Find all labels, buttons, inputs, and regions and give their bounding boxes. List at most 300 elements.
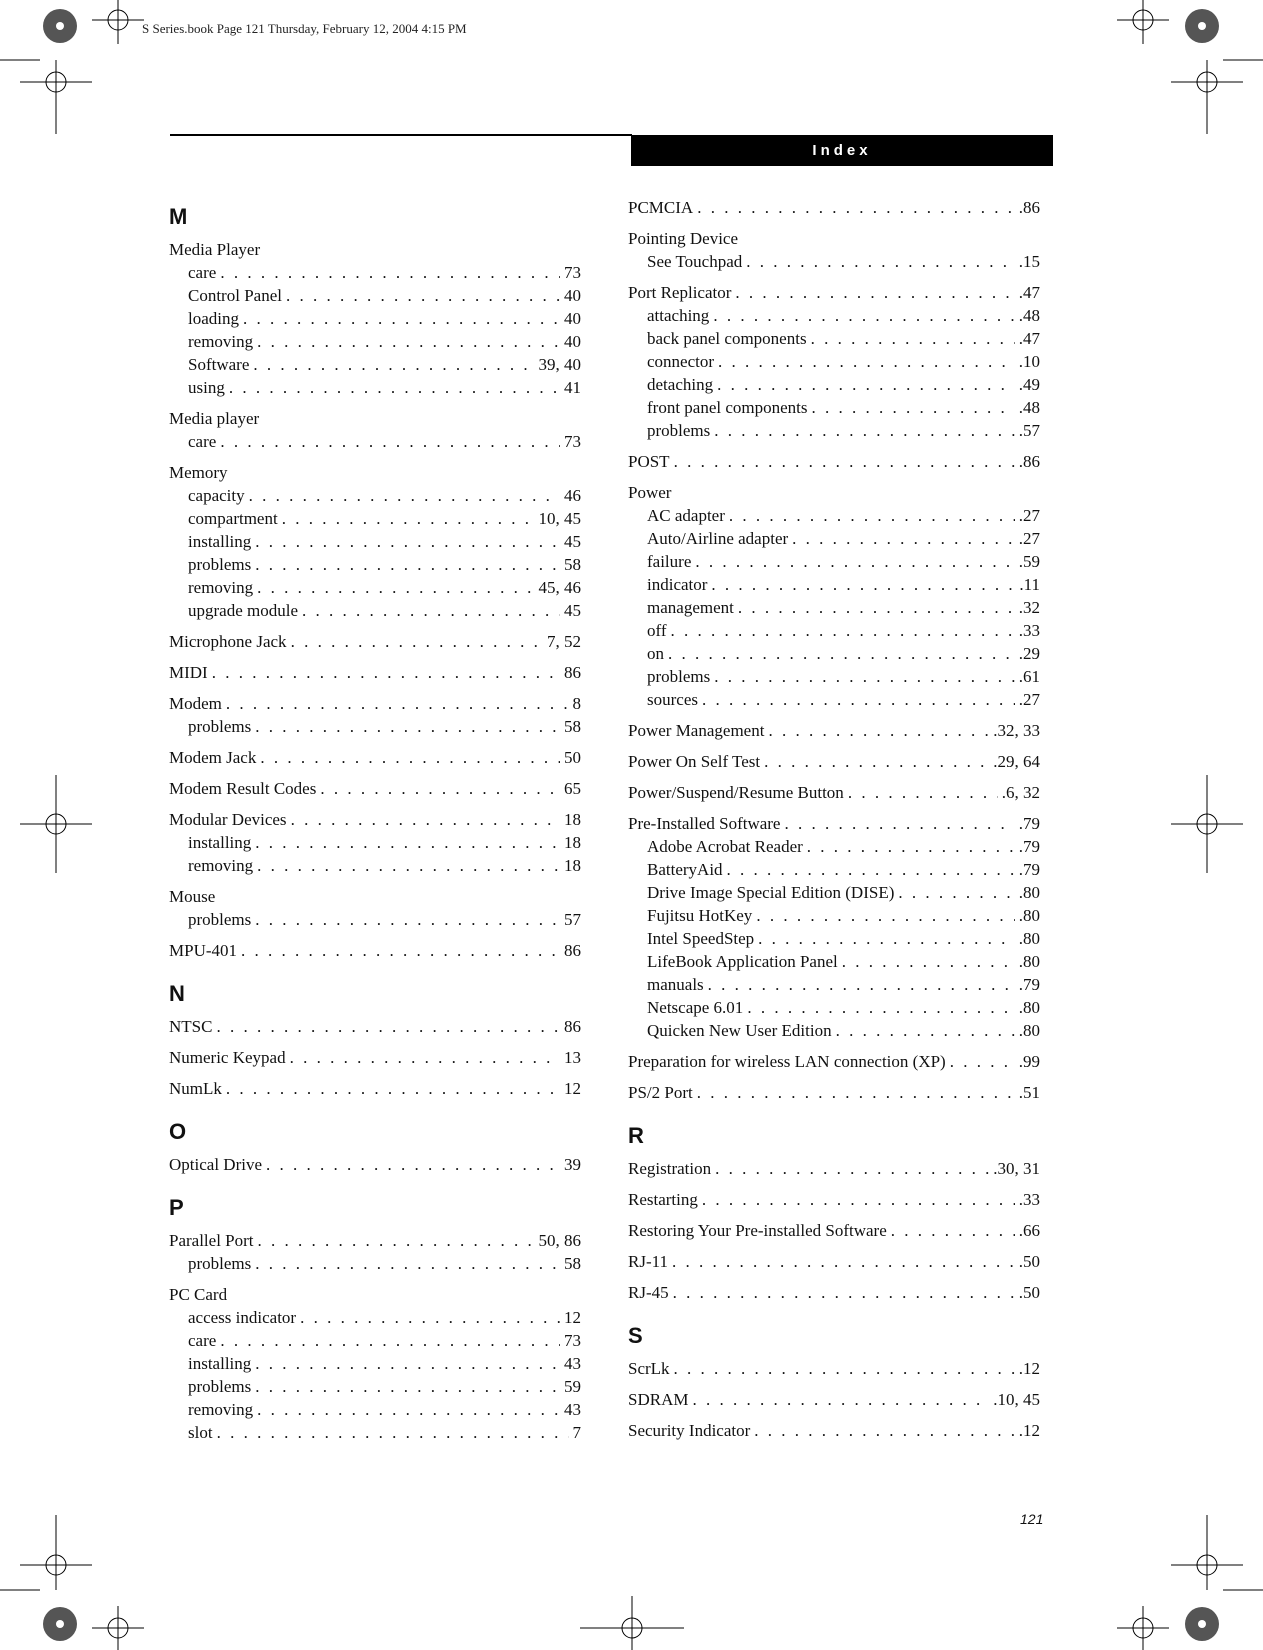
- index-term: Auto/Airline adapter: [647, 529, 789, 548]
- index-page-numbers: 18: [564, 833, 581, 852]
- index-subentry: [169, 576, 581, 599]
- dot-leader: [784, 812, 1014, 835]
- index-entry-group: [169, 661, 581, 684]
- index-page-numbers: 73: [564, 1331, 581, 1350]
- index-term: problems: [188, 910, 252, 929]
- index-page-numbers: 45: [564, 532, 581, 551]
- index-entry-group: [169, 407, 581, 453]
- dot-leader: [891, 1219, 1015, 1242]
- index-subentry: [169, 330, 581, 353]
- index-entry-group: [628, 1419, 1040, 1442]
- index-page-numbers: .32, 33: [993, 721, 1040, 740]
- dot-leader: [243, 307, 560, 330]
- index-subentry: [628, 527, 1040, 550]
- index-section: [169, 981, 581, 1100]
- dot-leader: [842, 950, 1015, 973]
- crosshair-mark-icon: [1171, 60, 1263, 134]
- dot-leader: [729, 504, 1015, 527]
- index-page-numbers: 39, 40: [538, 355, 581, 374]
- dot-leader: [253, 353, 534, 376]
- dot-leader: [257, 576, 534, 599]
- index-page-numbers: 7, 52: [547, 632, 581, 651]
- index-section: [169, 1119, 581, 1176]
- dot-leader: [257, 330, 560, 353]
- index-entry: [628, 1157, 1040, 1180]
- dot-leader: [950, 1050, 1015, 1073]
- index-term: problems: [647, 421, 711, 440]
- index-page-numbers: .80: [1018, 929, 1040, 948]
- index-page-numbers: .66: [1018, 1221, 1040, 1240]
- index-term: Software: [188, 355, 250, 374]
- index-entry: [169, 1046, 581, 1069]
- index-page-numbers: .33: [1018, 1190, 1040, 1209]
- index-page-numbers: .48: [1018, 306, 1040, 325]
- dot-leader: [302, 599, 560, 622]
- index-entry: [628, 1419, 1040, 1442]
- index-page-numbers: 39: [564, 1155, 581, 1174]
- index-page-numbers: 59: [564, 1377, 581, 1396]
- index-subentry: [628, 904, 1040, 927]
- index-subentry: [169, 307, 581, 330]
- index-subentry: [169, 507, 581, 530]
- dot-leader: [811, 327, 1015, 350]
- index-term: care: [188, 263, 217, 282]
- index-entry: [628, 750, 1040, 773]
- index-term: Power Management: [628, 721, 765, 740]
- index-term: detaching: [647, 375, 714, 394]
- index-term: Optical Drive: [169, 1155, 262, 1174]
- index-entry: [169, 692, 581, 715]
- index-subentry: [169, 715, 581, 738]
- index-term: care: [188, 1331, 217, 1350]
- index-entry: [628, 196, 1040, 219]
- index-term: loading: [188, 309, 239, 328]
- index-page-numbers: 10, 45: [538, 509, 581, 528]
- header-rule: [170, 134, 632, 136]
- index-term: Parallel Port: [169, 1231, 254, 1250]
- dot-leader: [697, 1081, 1015, 1104]
- index-term: NTSC: [169, 1017, 213, 1036]
- dot-leader: [674, 1357, 1015, 1380]
- dot-leader: [898, 881, 1014, 904]
- index-entry-group: [628, 281, 1040, 442]
- dot-leader: [220, 1329, 560, 1352]
- index-entry-group: [628, 227, 1040, 273]
- index-term: Modem Jack: [169, 748, 257, 767]
- index-term: PCMCIA: [628, 198, 694, 217]
- crosshair-mark-icon: [1171, 1515, 1263, 1590]
- index-entry: [169, 885, 581, 908]
- index-page-numbers: .27: [1018, 690, 1040, 709]
- index-page-numbers: .30, 31: [993, 1159, 1040, 1178]
- index-term: slot: [188, 1423, 213, 1442]
- index-term: Drive Image Special Edition (DISE): [647, 883, 895, 902]
- index-page-numbers: .99: [1018, 1052, 1040, 1071]
- index-term: removing: [188, 856, 254, 875]
- index-page-numbers: 12: [564, 1079, 581, 1098]
- dot-leader: [717, 373, 1015, 396]
- section-letter: O: [169, 1119, 187, 1144]
- index-term: failure: [647, 552, 692, 571]
- index-subentry: [169, 430, 581, 453]
- index-page-numbers: 58: [564, 717, 581, 736]
- index-entry: [628, 1081, 1040, 1104]
- crosshair-mark-icon: [20, 775, 92, 873]
- index-term: sources: [647, 690, 698, 709]
- index-entry: [169, 1283, 581, 1306]
- index-page-numbers: .80: [1018, 998, 1040, 1017]
- index-page-numbers: .15: [1018, 252, 1040, 271]
- dot-leader: [692, 1388, 989, 1411]
- index-entry-group: [169, 238, 581, 399]
- index-entry: [628, 1188, 1040, 1211]
- index-subentry: [628, 573, 1040, 596]
- index-entry-group: [628, 1188, 1040, 1211]
- crosshair-mark-icon: [0, 1515, 92, 1590]
- dot-leader: [718, 350, 1015, 373]
- dot-leader: [697, 196, 1015, 219]
- index-subentry: [628, 250, 1040, 273]
- index-term: MPU-401: [169, 941, 238, 960]
- index-term: PS/2 Port: [628, 1083, 693, 1102]
- index-entry: [169, 777, 581, 800]
- index-entry-group: [169, 1046, 581, 1069]
- section-letter: M: [169, 204, 188, 229]
- index-term: installing: [188, 532, 252, 551]
- index-page-numbers: .48: [1018, 398, 1040, 417]
- index-page-numbers: .51: [1018, 1083, 1040, 1102]
- index-subentry: [628, 950, 1040, 973]
- index-term: MIDI: [169, 663, 208, 682]
- index-entry: [169, 1015, 581, 1038]
- dot-leader: [674, 450, 1015, 473]
- index-subentry: [169, 553, 581, 576]
- dot-leader: [290, 1046, 560, 1069]
- dot-leader: [266, 1153, 560, 1176]
- crosshair-mark-icon: [1117, 0, 1169, 44]
- dot-leader: [671, 619, 1015, 642]
- crosshair-mark-icon: [580, 1596, 684, 1650]
- index-page-numbers: .32: [1018, 598, 1040, 617]
- index-page-numbers: 65: [564, 779, 581, 798]
- index-term: Modem: [169, 694, 222, 713]
- index-page-numbers: .10: [1018, 352, 1040, 371]
- index-page-numbers: .86: [1018, 198, 1040, 217]
- index-entry-group: [169, 777, 581, 800]
- index-page-numbers: 40: [564, 332, 581, 351]
- index-column-right: [628, 196, 1040, 1450]
- index-term: Fujitsu HotKey: [647, 906, 753, 925]
- index-entry: [628, 450, 1040, 473]
- index-page-numbers: .29, 64: [993, 752, 1040, 771]
- index-entry-group: [169, 1283, 581, 1444]
- index-entry: [628, 281, 1040, 304]
- dot-leader: [768, 719, 989, 742]
- index-term: Modular Devices: [169, 810, 287, 829]
- index-entry: [628, 1281, 1040, 1304]
- index-page-numbers: .49: [1018, 375, 1040, 394]
- page-number: 121: [1020, 1511, 1044, 1527]
- index-term: compartment: [188, 509, 278, 528]
- index-page-numbers: 43: [564, 1400, 581, 1419]
- dot-leader: [249, 484, 560, 507]
- dot-leader: [738, 596, 1015, 619]
- index-term: Control Panel: [188, 286, 282, 305]
- dot-leader: [668, 642, 1015, 665]
- index-page-numbers: .86: [1018, 452, 1040, 471]
- index-page-numbers: .27: [1018, 529, 1040, 548]
- index-page-numbers: .80: [1018, 883, 1040, 902]
- index-term: front panel components: [647, 398, 808, 417]
- index-page-numbers: 43: [564, 1354, 581, 1373]
- index-term: Mouse: [169, 887, 216, 906]
- index-term: Pointing Device: [628, 229, 739, 248]
- dot-leader: [713, 304, 1014, 327]
- index-term: using: [188, 378, 225, 397]
- index-term: problems: [647, 667, 711, 686]
- index-entry: [628, 1388, 1040, 1411]
- index-term: on: [647, 644, 664, 663]
- dot-leader: [255, 715, 560, 738]
- dot-leader: [702, 688, 1015, 711]
- index-subentry: [628, 396, 1040, 419]
- index-term: Adobe Acrobat Reader: [647, 837, 803, 856]
- index-term: access indicator: [188, 1308, 297, 1327]
- dot-leader: [255, 1375, 560, 1398]
- index-entry-group: [628, 1157, 1040, 1180]
- index-page-numbers: 73: [564, 432, 581, 451]
- index-page-numbers: .79: [1018, 975, 1040, 994]
- dot-leader: [257, 854, 560, 877]
- dot-leader: [758, 927, 1015, 950]
- index-page-numbers: 40: [564, 309, 581, 328]
- index-term: problems: [188, 717, 252, 736]
- index-page-numbers: .79: [1018, 814, 1040, 833]
- index-section: [628, 1323, 1040, 1442]
- dot-leader: [241, 939, 560, 962]
- index-subentry: [169, 831, 581, 854]
- index-subentry: [169, 1352, 581, 1375]
- index-entry: [169, 661, 581, 684]
- index-subentry: [628, 642, 1040, 665]
- index-entry: [169, 1229, 581, 1252]
- index-term: Restarting: [628, 1190, 698, 1209]
- index-subentry: [628, 835, 1040, 858]
- index-section: [628, 196, 1040, 1104]
- index-subentry: [169, 854, 581, 877]
- index-page-numbers: 41: [564, 378, 581, 397]
- index-page-numbers: .57: [1018, 421, 1040, 440]
- dot-leader: [756, 904, 1014, 927]
- dot-leader: [255, 1352, 560, 1375]
- index-entry: [628, 1219, 1040, 1242]
- dot-leader: [258, 1229, 535, 1252]
- index-page-numbers: .80: [1018, 952, 1040, 971]
- index-entry-group: [628, 1250, 1040, 1273]
- index-entry-group: [169, 1015, 581, 1038]
- index-entry-group: [169, 1229, 581, 1275]
- dot-leader: [286, 284, 560, 307]
- index-entry-group: [169, 1153, 581, 1176]
- index-page-numbers: .33: [1018, 621, 1040, 640]
- index-entry-group: [169, 692, 581, 738]
- index-entry: [628, 227, 1040, 250]
- index-term: Netscape 6.01: [647, 998, 744, 1017]
- index-term: problems: [188, 1377, 252, 1396]
- index-subentry: [628, 665, 1040, 688]
- index-subentry: [628, 596, 1040, 619]
- index-subentry: [169, 1306, 581, 1329]
- index-subentry: [169, 353, 581, 376]
- index-term: back panel components: [647, 329, 807, 348]
- dot-leader: [754, 1419, 1014, 1442]
- index-page-numbers: 50, 86: [538, 1231, 581, 1250]
- index-term: Security Indicator: [628, 1421, 751, 1440]
- index-term: capacity: [188, 486, 245, 505]
- index-term: Power On Self Test: [628, 752, 761, 771]
- index-term: removing: [188, 332, 254, 351]
- index-entry-group: [628, 781, 1040, 804]
- crosshair-mark-icon: [1117, 1606, 1169, 1650]
- crosshair-mark-icon: [0, 60, 92, 134]
- index-page-numbers: 13: [564, 1048, 581, 1067]
- index-subentry: [169, 1375, 581, 1398]
- dot-leader: [282, 507, 535, 530]
- index-subentry: [169, 284, 581, 307]
- index-term: Intel SpeedStep: [647, 929, 755, 948]
- index-page-numbers: .27: [1018, 506, 1040, 525]
- index-term: removing: [188, 1400, 254, 1419]
- index-page-numbers: .50: [1018, 1252, 1040, 1271]
- index-page-numbers: 8: [572, 694, 581, 713]
- index-term: Quicken New User Edition: [647, 1021, 832, 1040]
- dot-leader: [320, 777, 560, 800]
- running-header: Index: [631, 135, 1053, 166]
- index-subentry: [628, 688, 1040, 711]
- index-page-numbers: 45, 46: [538, 578, 581, 597]
- dot-leader: [255, 831, 560, 854]
- index-term: problems: [188, 555, 252, 574]
- dot-leader: [695, 550, 1014, 573]
- dot-leader: [216, 1015, 560, 1038]
- dot-leader: [708, 973, 1015, 996]
- index-entry-group: [628, 1081, 1040, 1104]
- index-subentry: [169, 376, 581, 399]
- index-page-numbers: .11: [1019, 575, 1040, 594]
- dot-leader: [226, 1077, 560, 1100]
- index-entry: [628, 1357, 1040, 1380]
- index-page-numbers: 57: [564, 910, 581, 929]
- index-entry-group: [628, 450, 1040, 473]
- index-term: AC adapter: [647, 506, 725, 525]
- index-subentry: [169, 1329, 581, 1352]
- index-subentry: [169, 261, 581, 284]
- index-page-numbers: 86: [564, 663, 581, 682]
- index-subentry: [628, 881, 1040, 904]
- index-subentry: [628, 973, 1040, 996]
- index-term: installing: [188, 1354, 252, 1373]
- index-entry: [169, 808, 581, 831]
- index-subentry: [628, 373, 1040, 396]
- index-entry: [628, 781, 1040, 804]
- index-term: ScrLk: [628, 1359, 670, 1378]
- index-subentry: [628, 327, 1040, 350]
- index-page-numbers: 86: [564, 941, 581, 960]
- dot-leader: [747, 996, 1014, 1019]
- index-page-numbers: .80: [1018, 1021, 1040, 1040]
- dot-leader: [672, 1250, 1015, 1273]
- index-section: [169, 1195, 581, 1444]
- index-page-numbers: 18: [564, 856, 581, 875]
- index-entry: [169, 1077, 581, 1100]
- index-entry-group: [169, 939, 581, 962]
- index-page-numbers: 50: [564, 748, 581, 767]
- dot-leader: [715, 1157, 989, 1180]
- index-term: RJ-45: [628, 1283, 669, 1302]
- index-page-numbers: 58: [564, 1254, 581, 1273]
- index-subentry: [628, 996, 1040, 1019]
- index-page-numbers: .10, 45: [993, 1390, 1040, 1409]
- dot-leader: [217, 1421, 569, 1444]
- dot-leader: [807, 835, 1015, 858]
- index-page-numbers: .59: [1018, 552, 1040, 571]
- index-page-numbers: 45: [564, 601, 581, 620]
- index-term: attaching: [647, 306, 710, 325]
- index-term: Power: [628, 483, 672, 502]
- dot-leader: [812, 396, 1015, 419]
- index-term: care: [188, 432, 217, 451]
- dot-leader: [764, 750, 989, 773]
- index-entry: [169, 630, 581, 653]
- dot-leader: [746, 250, 1014, 273]
- index-subentry: [169, 908, 581, 931]
- section-letter: N: [169, 981, 185, 1006]
- index-section: [628, 1123, 1040, 1304]
- star-target-icon: [43, 9, 77, 43]
- index-entry-group: [169, 1077, 581, 1100]
- index-page-numbers: .12: [1018, 1421, 1040, 1440]
- index-subentry: [169, 1398, 581, 1421]
- index-subentry: [628, 1019, 1040, 1042]
- dot-leader: [714, 665, 1014, 688]
- section-letter: S: [628, 1323, 643, 1348]
- index-entry-group: [628, 1219, 1040, 1242]
- dot-leader: [260, 746, 560, 769]
- index-page-numbers: .29: [1018, 644, 1040, 663]
- index-term: installing: [188, 833, 252, 852]
- index-page-numbers: .80: [1018, 906, 1040, 925]
- index-term: Pre-Installed Software: [628, 814, 781, 833]
- index-page-numbers: 18: [564, 810, 581, 829]
- index-subentry: [628, 927, 1040, 950]
- index-entry-group: [628, 1357, 1040, 1380]
- index-subentry: [169, 530, 581, 553]
- dot-leader: [714, 419, 1014, 442]
- index-entry: [169, 407, 581, 430]
- index-entry-group: [628, 481, 1040, 711]
- index-term: indicator: [647, 575, 708, 594]
- index-page-numbers: .79: [1018, 860, 1040, 879]
- dot-leader: [229, 376, 560, 399]
- index-entry-group: [628, 812, 1040, 1042]
- dot-leader: [792, 527, 1015, 550]
- index-term: Preparation for wireless LAN connection (XP): [628, 1052, 946, 1071]
- index-page-numbers: .6, 32: [1001, 783, 1040, 802]
- index-entry-group: [628, 196, 1040, 219]
- index-page-numbers: .50: [1018, 1283, 1040, 1302]
- index-page-numbers: .47: [1018, 283, 1040, 302]
- index-term: manuals: [647, 975, 704, 994]
